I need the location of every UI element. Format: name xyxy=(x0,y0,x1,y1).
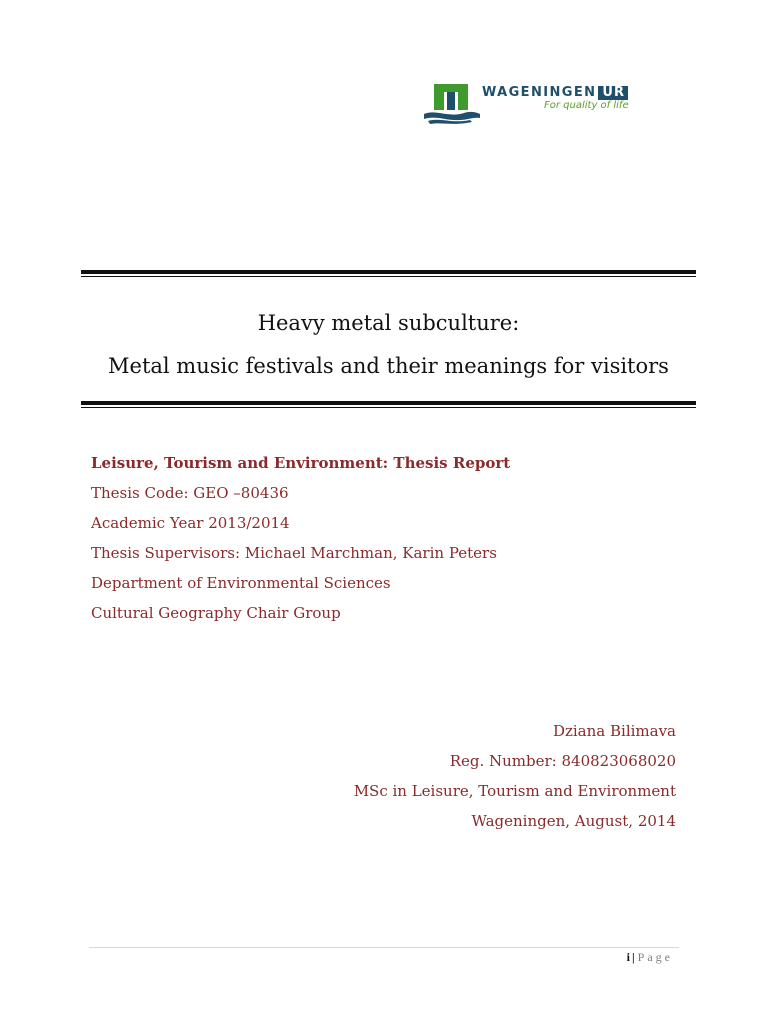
page-separator: | xyxy=(632,950,635,964)
footer-divider xyxy=(89,947,679,948)
page-label: Page xyxy=(637,950,673,964)
title-line-2: Metal music festivals and their meanings for visitors xyxy=(108,354,669,378)
wageningen-logo xyxy=(424,84,680,126)
author-block xyxy=(354,716,676,836)
wageningen-emblem-icon xyxy=(424,84,482,126)
academic-year: Academic Year 2013/2014 xyxy=(91,514,290,532)
thesis-code: Thesis Code: GEO –80436 xyxy=(91,484,289,502)
thesis-supervisors: Thesis Supervisors: Michael Marchman, Karin Peters xyxy=(91,544,497,562)
logo-tagline: For quality of life xyxy=(544,100,629,111)
thesis-title xyxy=(81,302,696,388)
place-and-date: Wageningen, August, 2014 xyxy=(471,812,676,830)
title-rule-bottom xyxy=(81,401,696,408)
page-footer xyxy=(627,948,673,966)
logo-wordmark xyxy=(482,86,628,100)
logo-wordmark-text: WAGENINGEN xyxy=(482,85,597,100)
title-line-1: Heavy metal subculture: xyxy=(257,311,520,335)
registration-number: Reg. Number: 840823068020 xyxy=(449,752,676,770)
thesis-report-heading: Leisure, Tourism and Environment: Thesis Report xyxy=(91,454,511,472)
degree-program: MSc in Leisure, Tourism and Environment xyxy=(353,782,676,800)
department: Department of Environmental Sciences xyxy=(91,574,391,592)
title-rule-top xyxy=(81,270,696,277)
thesis-info xyxy=(91,448,510,628)
logo-ur-box: UR xyxy=(598,86,628,100)
chair-group: Cultural Geography Chair Group xyxy=(91,604,341,622)
author-name: Dziana Bilimava xyxy=(552,722,676,740)
page-number: i xyxy=(626,950,631,964)
